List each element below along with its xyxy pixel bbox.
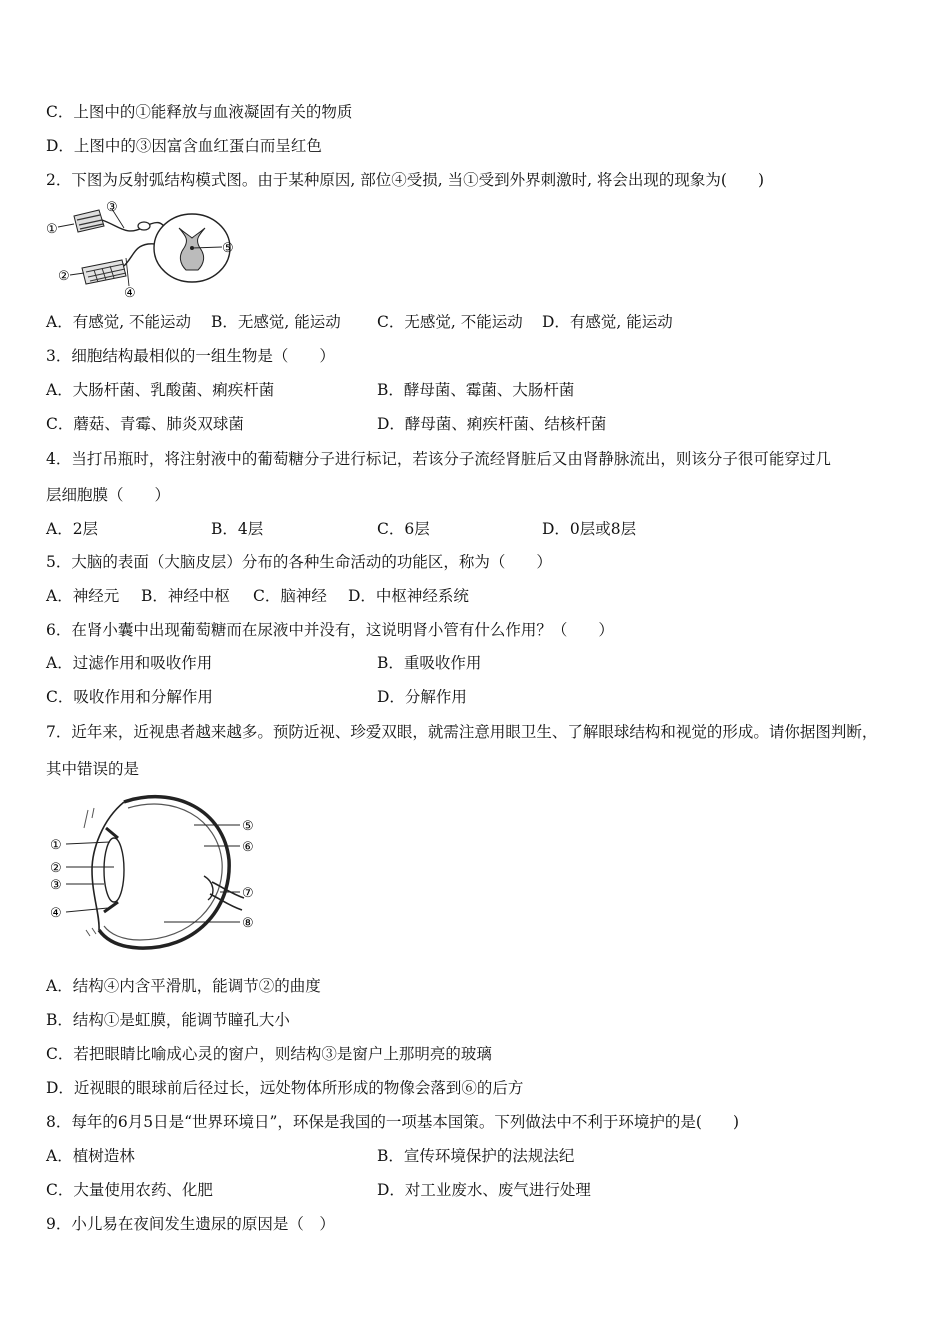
q4-stem-line2: 层细胞膜（ ） <box>46 486 171 504</box>
q1-option-c: C．上图中的①能释放与血液凝固有关的物质 <box>46 103 353 121</box>
q8-option-a: A．植树造林 <box>46 1147 135 1165</box>
q7-stem-line1: 7．近年来，近视患者越来越多。预防近视、珍爱双眼，就需注意用眼卫生、了解眼球结构和视觉的形成。请你据图判断， <box>46 723 878 741</box>
q5-option-a: A．神经元 <box>46 587 120 605</box>
eye-label-6: ⑥ <box>242 840 254 855</box>
q8-option-d: D．对工业废水、废气进行处理 <box>377 1181 591 1199</box>
reflex-label-4: ④ <box>124 286 136 301</box>
reflex-label-5: ⑤ <box>222 241 234 256</box>
q6-option-b: B．重吸收作用 <box>377 654 482 672</box>
q5-stem: 5．大脑的表面（大脑皮层）分布的各种生命活动的功能区，称为（ ） <box>46 553 552 571</box>
q2-option-d: D．有感觉, 能运动 <box>542 313 673 331</box>
eyeball-outline <box>84 797 244 948</box>
reflex-label-2: ② <box>58 269 70 284</box>
eye-label-3: ③ <box>50 878 62 893</box>
q8-stem: 8．每年的6月5日是“世界环境日”，环保是我国的一项基本国策。下列做法中不利于环境护的是( ) <box>46 1113 740 1131</box>
eye-label-4: ④ <box>50 906 62 921</box>
q8-option-c: C．大量使用农药、化肥 <box>46 1181 213 1199</box>
q3-option-d: D．酵母菌、痢疾杆菌、结核杆菌 <box>377 415 607 433</box>
reflex-label-1: ① <box>46 222 58 237</box>
eyeball-diagram <box>44 790 264 960</box>
reflex-label-3: ③ <box>106 200 118 215</box>
q1-option-d: D．上图中的③因富含血红蛋白而呈红色 <box>46 137 322 155</box>
q6-option-d: D．分解作用 <box>377 688 467 706</box>
q4-option-b: B．4层 <box>211 520 264 538</box>
eye-label-2: ② <box>50 861 62 876</box>
q4-option-a: A．2层 <box>46 520 99 538</box>
q4-option-d: D．0层或8层 <box>542 520 637 538</box>
q2-option-a: A．有感觉, 不能运动 <box>46 313 192 331</box>
effector-muscle <box>82 260 126 284</box>
q6-stem: 6．在肾小囊中出现葡萄糖而在尿液中并没有，这说明肾小管有什么作用？（ ） <box>46 621 614 639</box>
eye-label-8: ⑧ <box>242 916 254 931</box>
q6-option-c: C．吸收作用和分解作用 <box>46 688 213 706</box>
q5-option-d: D．中枢神经系统 <box>348 587 469 605</box>
q3-option-c: C．蘑菇、青霉、肺炎双球菌 <box>46 415 244 433</box>
q3-stem: 3．细胞结构最相似的一组生物是（ ） <box>46 347 335 365</box>
q7-option-a: A．结构④内含平滑肌，能调节②的曲度 <box>46 977 321 995</box>
q6-option-a: A．过滤作用和吸收作用 <box>46 654 213 672</box>
q7-option-d: D．近视眼的眼球前后径过长，远处物体所形成的物像会落到⑥的后方 <box>46 1079 524 1097</box>
reflex-arc-diagram <box>44 196 239 301</box>
q8-option-b: B．宣传环境保护的法规法纪 <box>377 1147 575 1165</box>
q4-option-c: C．6层 <box>377 520 430 538</box>
q3-option-b: B．酵母菌、霉菌、大肠杆菌 <box>377 381 575 399</box>
q7-option-c: C．若把眼睛比喻成心灵的窗户，则结构③是窗户上那明亮的玻璃 <box>46 1045 492 1063</box>
q5-option-c: C．脑神经 <box>253 587 327 605</box>
q7-stem-line2: 其中错误的是 <box>46 760 140 778</box>
q3-option-a: A．大肠杆菌、乳酸菌、痢疾杆菌 <box>46 381 275 399</box>
eye-label-5: ⑤ <box>242 819 254 834</box>
q9-stem: 9．小儿易在夜间发生遗尿的原因是（ ） <box>46 1215 335 1233</box>
q2-stem: 2．下图为反射弧结构模式图。由于某种原因, 部位④受损, 当①受到外界刺激时, 将会出现的现象为( ) <box>46 171 765 189</box>
eye-label-1: ① <box>50 838 62 853</box>
q2-option-b: B．无感觉, 能运动 <box>211 313 341 331</box>
q5-option-b: B．神经中枢 <box>141 587 230 605</box>
eye-label-7: ⑦ <box>242 886 254 901</box>
q7-option-b: B．结构①是虹膜，能调节瞳孔大小 <box>46 1011 290 1029</box>
q4-stem-line1: 4．当打吊瓶时，将注射液中的葡萄糖分子进行标记，若该分子流经肾脏后又由肾静脉流出，则该分子很可能穿过几 <box>46 450 831 468</box>
q2-option-c: C．无感觉, 不能运动 <box>377 313 523 331</box>
receptor-skin <box>74 210 104 232</box>
